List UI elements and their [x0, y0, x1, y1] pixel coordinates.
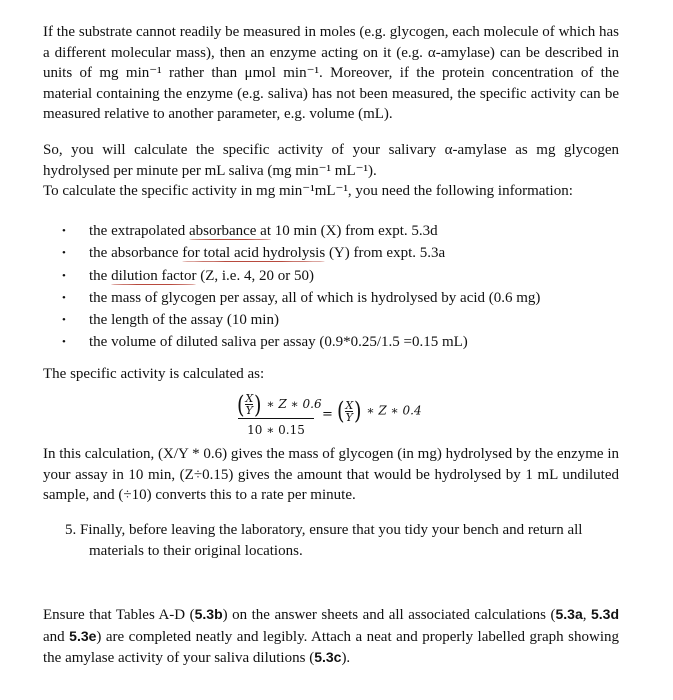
list-item [43, 242, 619, 264]
task-requirements: To calculate the specific activity in mg min⁻¹mL⁻¹, you need the following information: [43, 183, 573, 199]
list-item [43, 331, 619, 353]
var-y: Y [245, 404, 253, 417]
list-item-text: the length of the assay (10 min) [89, 312, 279, 329]
step-5-line-2: materials to their original locations. [89, 542, 303, 559]
list-item-text: the mass of glycogen per assay, all of which is hydrolysed by acid (0.6 mg) [89, 289, 541, 306]
list-item-text: the volume of diluted saliva per assay (0.9*0.25/1.5 =0.15 mL) [89, 334, 468, 351]
var-x: X [345, 398, 354, 412]
paren-left: ( [236, 390, 245, 419]
rhs-rest: ∗ Z ∗ 0.4 [362, 403, 422, 418]
list-item-text: (Z, i.e. 4, 20 or 50) [196, 267, 314, 284]
numerator-rest: ∗ Z ∗ 0.6 [262, 397, 322, 411]
task-statement: So, you will calculate the specific activity of your salivary α-amylase as mg glycogen hydrolysed per minute per mL saliva (mg min⁻¹ mL⁻¹). [43, 142, 619, 179]
paren-right: ) [354, 397, 362, 425]
annotated-text: for total acid hydrolysis [182, 245, 326, 262]
ref-5-3d: 5.3d [590, 606, 619, 622]
list-item-text: the absorbance [89, 245, 183, 262]
equation-rhs [336, 399, 422, 423]
paren-left: ( [336, 397, 345, 425]
information-list [43, 220, 619, 354]
list-item [43, 220, 619, 242]
list-item [43, 287, 619, 309]
bullet-icon: • [62, 336, 66, 349]
step-5-line-1: 5. Finally, before leaving the laboratory, ensure that you tidy your bench and return all [65, 522, 583, 538]
list-item-text: (Y) from expt. 5.3a [325, 245, 446, 262]
list-item-text: 10 min (X) from expt. 5.3d [271, 223, 438, 239]
ref-5-3a: 5.3a [555, 606, 583, 622]
closing-paragraph: Ensure that Tables A-D (5.3b) on the answer sheets and all associated calculations (5.3a, 5.3d and 5.3e) are completed neatly and legibly. Attach a neat and properly labelled graph showing the amylase activity of your saliva dilutions (5.3c). [43, 606, 619, 666]
bullet-icon: • [62, 291, 66, 304]
annotated-text: dilution factor [111, 267, 197, 284]
list-item-text: the extrapolated [89, 223, 189, 239]
equation-denominator: 10 ∗ 0.15 [247, 423, 305, 437]
var-x: X [245, 392, 254, 405]
intro-paragraph: If the substrate cannot readily be measured in moles (e.g. glycogen, each molecule of which has a different molecular mass), then an enzyme acting on it (e.g. α-amylase) can be described in units of mg min⁻¹ rather than μmol min⁻¹. Moreover, if the protein concentration of the material containing the enzyme (e.g. saliva) has not been measured, the specific activity can be measured relative to another parameter, e.g. volume (mL). [43, 24, 619, 122]
calculation-label: The specific activity is calculated as: [43, 366, 265, 382]
list-item [43, 309, 619, 331]
ref-5-3c: 5.3c [314, 649, 342, 665]
ref-5-3e: 5.3e [69, 627, 97, 644]
annotated-text: absorbance at [188, 223, 272, 239]
bullet-icon: • [62, 314, 66, 327]
paren-right: ) [254, 390, 262, 419]
ref-5-3b: 5.3b [194, 606, 223, 622]
equation-lhs-fraction [236, 390, 322, 441]
list-item [43, 265, 619, 287]
calculation-explanation: In this calculation, (X/Y * 0.6) gives the mass of glycogen (in mg) hydrolysed by the enzyme in your assay in 10 min, (Z÷0.15) gives the amount that would be hydrolysed by 1 mL undiluted sample, and (÷10) converts this to a rate per minute. [43, 446, 619, 503]
bullet-icon: • [62, 225, 66, 237]
bullet-icon: • [62, 269, 66, 282]
step-5 [65, 520, 619, 561]
specific-activity-equation [236, 390, 476, 442]
equation-numerator [236, 390, 322, 419]
list-item-text: the [89, 267, 112, 284]
equals-sign: = [322, 407, 333, 422]
var-y: Y [345, 410, 353, 424]
bullet-icon: • [62, 247, 66, 260]
